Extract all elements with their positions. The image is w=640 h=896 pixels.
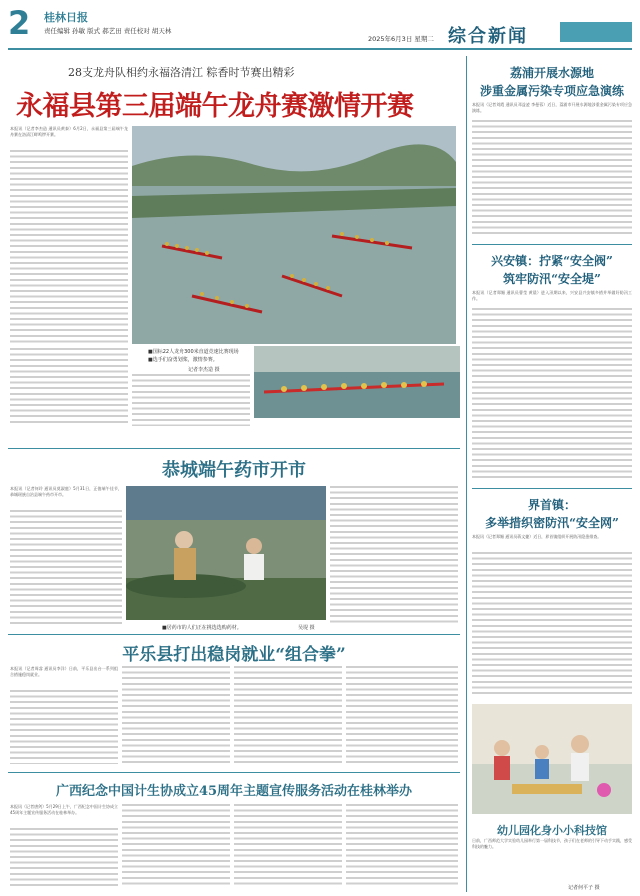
lead-photo-caption-1: ■国标22人龙舟300米直道竞速比赛现场 — [148, 349, 239, 355]
market-byline: 本报讯（记者何玲 通讯员莫淑庭）5月31日，正值端午佳节，恭城瑶族自治县端午药市开市。 — [10, 486, 122, 497]
right-story-1 — [472, 60, 632, 240]
right-divider-1 — [472, 244, 632, 245]
masthead — [0, 0, 640, 56]
market-photo-caption: ■居药市的人们正在挑选选购药材。 — [162, 625, 242, 631]
family-headline: 广西纪念中国计生协成立45周年主题宣传服务活动在桂林举办 — [55, 784, 413, 799]
rowing-image — [254, 346, 460, 418]
lead-body-text-3 — [132, 374, 250, 426]
family-body-4 — [346, 804, 458, 888]
market-story — [8, 452, 460, 634]
family-body-1 — [10, 828, 118, 888]
editors-line: 责任编辑 孙敏 版式 郝艺田 责任校对 胡天林 — [44, 27, 172, 35]
market-body-text — [10, 510, 122, 626]
right-story-2-body — [472, 308, 632, 478]
family-body-2 — [122, 804, 230, 888]
right-story-3-title-1: 界首镇： — [527, 498, 576, 512]
lead-photo-credit: 记者李杰造 摄 — [188, 367, 220, 373]
lead-body-text-2 — [10, 348, 128, 426]
right-story-1-title-2: 涉重金属污染专项应急演练 — [479, 84, 624, 98]
dragon-boat-image — [132, 126, 456, 344]
lead-photo-caption-2: ■选手们奋勇划桨，激情参赛。 — [148, 357, 218, 363]
dragon-boat-photo — [132, 126, 456, 344]
lead-headline: 永福县第三届端午龙舟赛激情开赛 — [16, 91, 414, 122]
family-body-3 — [234, 804, 342, 888]
employment-body-4 — [346, 666, 458, 764]
lead-story — [8, 56, 460, 446]
market-photo-credit: 吴堤 摄 — [298, 625, 315, 631]
section-divider-3 — [8, 772, 460, 773]
right-story-1-title-1: 荔浦开展水源地 — [509, 66, 594, 80]
kindergarten-credit: 记者何平子 摄 — [568, 885, 600, 891]
employment-body-1 — [10, 690, 118, 764]
right-column-rule — [466, 56, 467, 892]
right-story-3-body — [472, 552, 632, 696]
lead-byline: 本报讯（记者李杰造 通讯员黄泰）6月2日，永福县第三届端午龙舟赛在洛清江畔鸣锣开赛。 — [10, 126, 128, 137]
right-story-3 — [472, 492, 632, 700]
right-story-3-title-2: 多举措织密防汛“安全网” — [485, 516, 619, 530]
header-rule — [8, 48, 632, 50]
section-divider-2 — [8, 634, 460, 635]
kindergarten-photo — [472, 704, 632, 814]
section-divider — [8, 448, 460, 449]
right-story-2-title-1: 兴安镇：拧紧“安全阀” — [491, 254, 613, 268]
employment-story — [8, 638, 460, 770]
market-body-text-2 — [330, 486, 458, 626]
lead-body-text — [10, 150, 128, 344]
employment-body-2 — [122, 666, 230, 764]
right-story-2-title-2: 筑牢防汛“安全堤” — [503, 272, 601, 286]
family-byline: 本报讯（记者唐剑）5月29日上午，广西纪念中国计生协成立45周年主题宣传服务活动在桂林举办。 — [10, 804, 118, 815]
rowing-photo — [254, 346, 460, 418]
employment-body-3 — [234, 666, 342, 764]
employment-headline: 平乐县打出稳岗就业“组合拳” — [122, 645, 346, 665]
paper-name: 桂林日报 — [44, 11, 88, 24]
kindergarten-image — [472, 704, 632, 814]
market-headline: 恭城端午药市开市 — [162, 460, 306, 481]
right-story-3-byline: 本报讯（记者郑媚 通讯员蒋文捷）近日，界首镇组织开展防汛隐患排查。 — [472, 534, 602, 539]
header-accent-bar — [560, 22, 632, 42]
right-divider-2 — [472, 488, 632, 489]
right-story-2-byline: 本报讯（记者郑媚 通讯员曹莹 黄晨）进入汛期以来，兴安县兴安镇多措并举做好防汛工作。 — [472, 290, 632, 301]
right-story-2 — [472, 248, 632, 484]
right-story-1-byline: 本报讯（记者刘霞 通讯员邓益凌 李曼蓉）近日，荔浦市开展水源地涉重金属污染专项应急演练。 — [472, 102, 632, 113]
right-story-1-body — [472, 120, 632, 236]
section-title: 综合新闻 — [448, 26, 528, 47]
lead-subtitle: 28支龙舟队相约永福洛清江 粽香时节赛出精彩 — [68, 66, 295, 79]
employment-byline: 本报讯（记者周睿 通讯员李洋）日前，平乐县出台一系列组合措施稳岗就业。 — [10, 666, 118, 677]
page-number: 2 — [8, 4, 31, 42]
issue-date: 2025年6月3日 星期二 — [368, 35, 434, 43]
herb-market-image — [126, 486, 326, 620]
right-story-4 — [472, 702, 632, 892]
herb-market-photo — [126, 486, 326, 620]
kindergarten-headline: 幼儿园化身小小科技馆 — [497, 824, 607, 837]
kindergarten-caption: 日前，广西师范大学实验幼儿园举行第一届科技节，孩子们在老师的引导下动手实践，感受科技的魅力。 — [472, 838, 632, 849]
family-story — [8, 776, 460, 892]
